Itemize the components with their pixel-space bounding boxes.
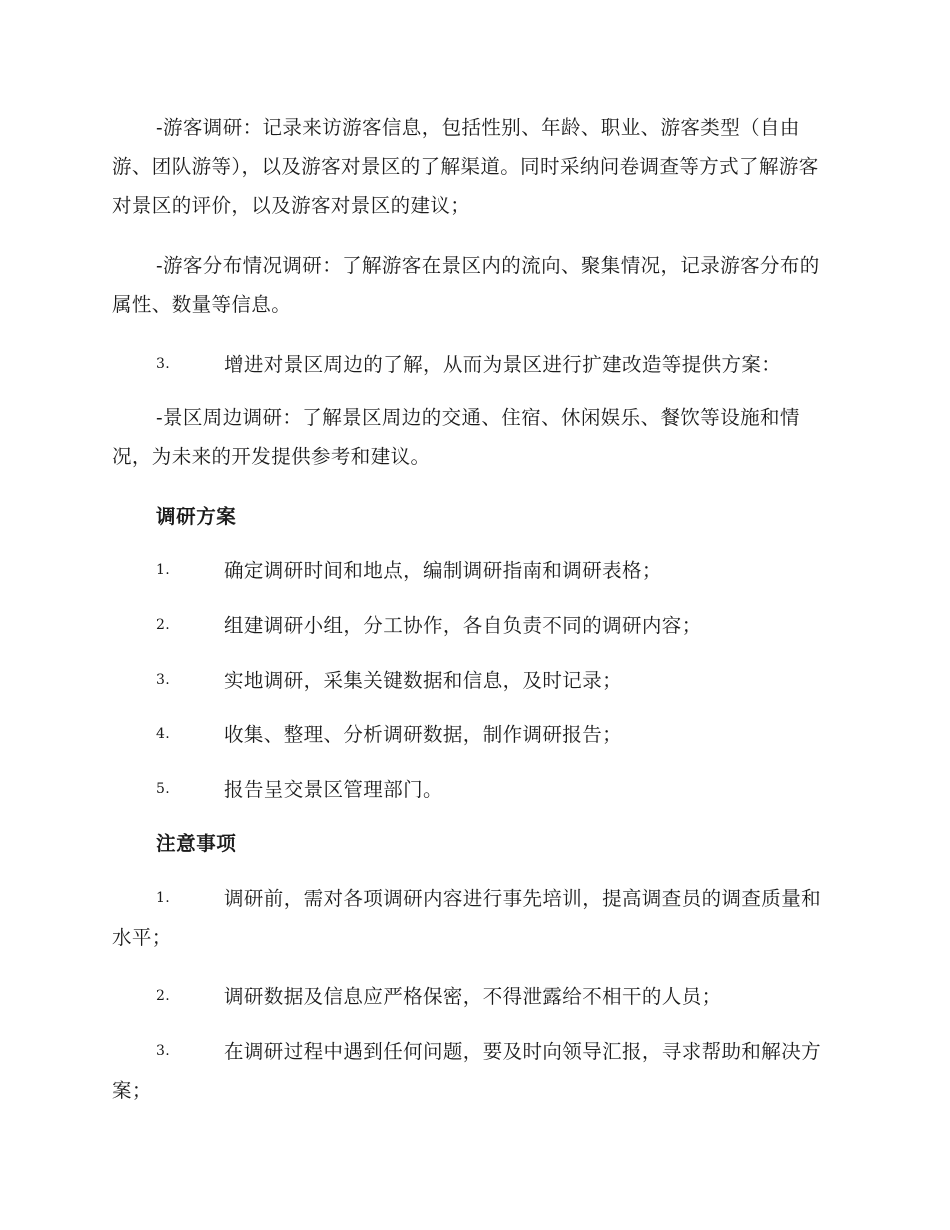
list-number: 3.	[156, 356, 171, 372]
plan-list-item-4	[112, 715, 834, 754]
list-number: 2.	[156, 617, 171, 633]
list-text: 收集、整理、分析调研数据，制作调研报告；	[224, 723, 623, 746]
list-text: 组建调研小组，分工协作，各自负责不同的调研内容；	[224, 614, 702, 637]
list-item-surroundings	[112, 345, 834, 384]
paragraph-tourist-survey: -游客调研：记录来访游客信息，包括性别、年龄、职业、游客类型（自由游、团队游等），以及游客对景区的了解渠道。同时采纳问卷调查等方式了解游客对景区的评价，以及游客对景区的建议；	[112, 116, 819, 217]
list-text: 报告呈交景区管理部门。	[224, 778, 443, 801]
list-number: 1.	[156, 562, 171, 578]
plan-list-item-2	[112, 606, 834, 645]
list-number: 3.	[156, 672, 171, 688]
notes-list-item-1	[112, 879, 834, 957]
list-text: 增进对景区周边的了解，从而为景区进行扩建改造等提供方案：	[224, 353, 782, 376]
list-number: 5.	[156, 781, 171, 797]
list-text: 实地调研，采集关键数据和信息，及时记录；	[224, 669, 623, 692]
list-text: 确定调研时间和地点，编制调研指南和调研表格；	[224, 559, 662, 582]
paragraph-surroundings-survey: -景区周边调研：了解景区周边的交通、住宿、休闲娱乐、餐饮等设施和情况，为未来的开发提供参考和建议。	[112, 406, 800, 468]
list-text: 在调研过程中遇到任何问题，要及时向领导汇报，寻求帮助和解决方案；	[112, 1040, 822, 1102]
list-number: 4.	[156, 726, 171, 742]
plan-list-item-5	[112, 770, 834, 809]
plan-list-item-1	[112, 551, 834, 590]
notes-list-item-3	[112, 1032, 834, 1110]
paragraph-tourist-distribution: -游客分布情况调研：了解游客在景区内的流向、聚集情况，记录游客分布的属性、数量等信息。	[112, 254, 820, 316]
list-text: 调研前，需对各项调研内容进行事先培训，提高调查员的调查质量和水平；	[112, 887, 822, 949]
list-text: 调研数据及信息应严格保密，不得泄露给不相干的人员；	[224, 985, 722, 1008]
list-number: 3.	[156, 1043, 171, 1059]
section-title-plan: 调研方案	[156, 505, 237, 528]
list-number: 1.	[156, 890, 171, 906]
notes-list-item-2	[112, 977, 834, 1016]
section-title-notes: 注意事项	[156, 832, 237, 855]
list-number: 2.	[156, 988, 171, 1004]
plan-list-item-3	[112, 661, 834, 700]
